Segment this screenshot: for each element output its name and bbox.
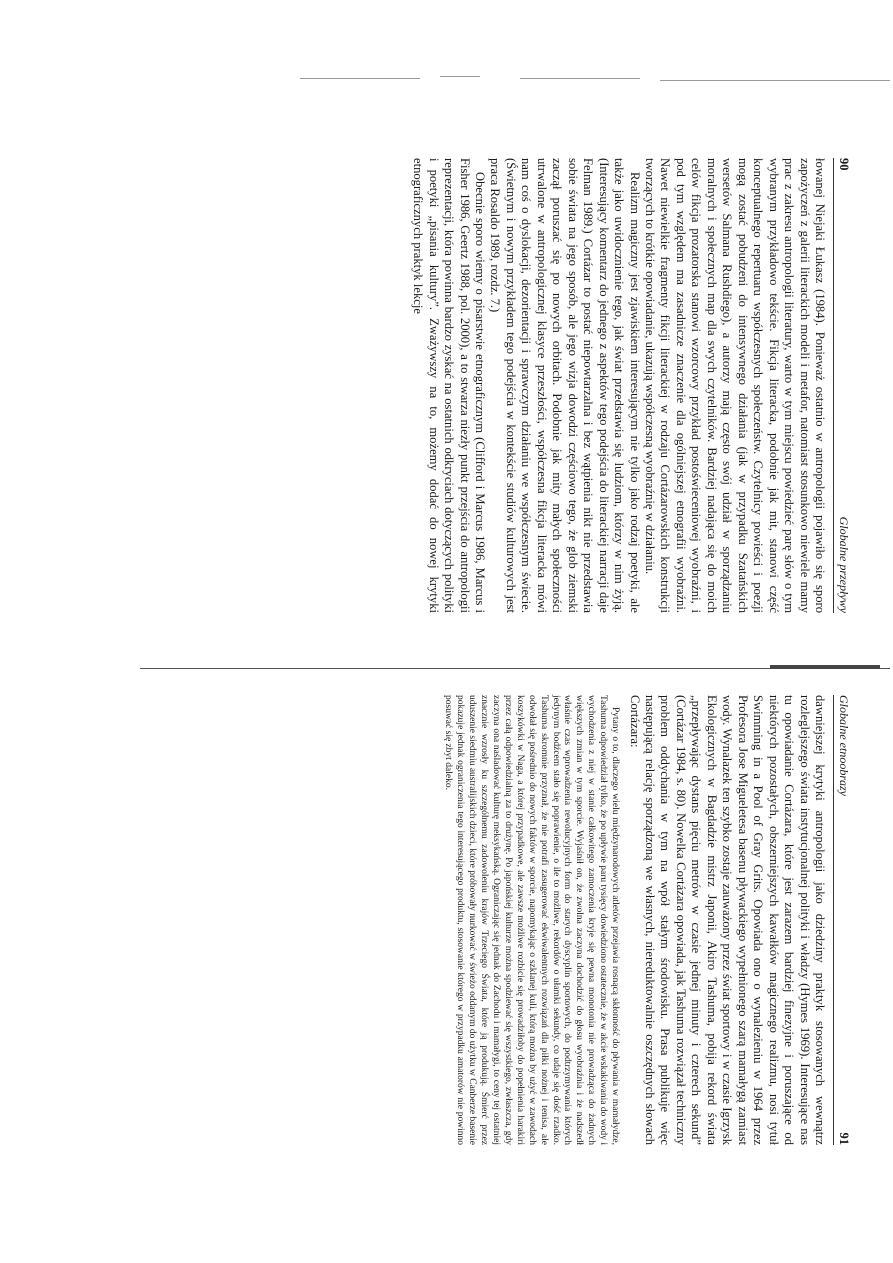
page-number: 91 [837,1132,851,1145]
scan-artifact-top [440,76,480,77]
right-page [96,695,851,1145]
left-page [101,158,851,613]
paragraph: Realizm magiczny jest zjawiskiem interesującym nie tylko jako rodzaj poetyki, ale także jako uwidocznienie tego, jak świat przedstawia się ludziom, którzy w nim żyją. (Interesujący komentarz do jednego z aspektów tego podejścia do literackiej narracji daje Felman 1989.) Cortázar to postać niepowtarzalna i bez wątpienia nikt nie przedstawia sobie świata na jego sposób, ale jego wizja dowodzi częściowo tego, że glob ziemski zaczął poruszać się po nowych orbitach. Podobnie jak mity małych społeczności utrwalone w antropologicznej klasyce przeszłości, współczesna fikcja literacka mówi nam coś o dyslokacji, dezorientacji i sprawczym działaniu we współczesnym świecie. (Świetnym i nowym przykładem tego podejścia w kontekście studiów kulturowych jest praca Rosaldo 1989, rozdz. 7.) [488,158,642,613]
running-title: Globalne przepływy [837,516,851,613]
page-header [833,158,851,613]
paragraph: dawniejszej krytyki antropologii jako dziedziny praktyk stosowanych wewnątrz rozleglejszego świata instytucjonalnej polityki i władzy (Hymes 1969). Interesujące nas tu opowiadanie Cortázara, które jest zarazem bardziej finezyjne i poruszające od niektórych pozostałych, obszerniejszych kawałków magicznego realizmu, nosi tytuł Swimming in a Pool of Gray Grits. Opowiada ono o wynalezieniu w 1964 przez Profesora Jose Migueletesa basenu pływackiego wypełnionego szarą mamałygą zamiast wody. Wynalazek ten szybko zostaje zauważony przez świat sportowy i w czasie Igrzysk Ekologicznych w Bagdadzie mistrz Japonii, Akiro Tashuma, pobija rekord świata „przepływając dystans pięciu metrów w czasie jednej minuty i czterech sekund” (Cortázar 1984, s. 80). Nowelka Cortázara opowiada, jak Tashuma rozwiązał techniczny problem oddychania w tym na wpół stałym środowisku. Prasa publikuje więc następującą relację sporządzoną we własnych, niereduktowalnie oszczędnych słowach Cortázara: [627,695,827,1145]
paragraph: łowanej Niejaki Łukasz (1984). Ponieważ ostatnio w antropologii pojawiło się sporo zapożyczeń z galerii literackich modeli i metafor, natomiast stosunkowo niewiele mamy prac z zakresu antropologii literatury, warto w tym miejscu powiedzieć parę słów o tym wybranym przykładowo tekście. Fikcja literacka, podobnie jak mit, stanowi część konceptualnego repertuaru współczesnych społeczeństw. Czytelnicy powieści i poezji mogą zostać pobudzeni do intensywnego działania (jak w przypadku Szatańskich wersetów Salmana Rushdiego), a autorzy mają często swój udział w sporządzaniu moralnych i społecznych map dla swych czytelników. Bardziej nadająca się do moich celów fikcja prozatorska stanowi wzorcowy przykład postoświeceniowej wyobraźni, i pod tym względem ma zasadnicze znaczenie dla ogólniejszej etnografii wyobraźni. Nawet niewielkie fragmenty fikcji literackiej w rodzaju Cortázarowskich konstrukcji tworzących to krótkie opowiadanie, ukazują współczesną wyobraźnię w działaniu. [643,158,827,613]
paragraph: Obecnie sporo wiemy o pisarstwie etnograficznym (Clifford i Marcus 1986, Marcus i Fisher 1986, Geertz 1988, pol. 2000), a to stwarza niezły punkt przejścia do antropologii reprezentacji, która powinna bardzo zyskać na ostatnich odkryciach dotyczących polityki i poetyki „pisania kultury”. Zważywszy na to, możemy dodać do nowej krytyki etnograficznych praktyk lekcje [411,158,488,613]
scan-artifact-top [300,78,420,79]
scan-artifact-top [660,80,890,81]
running-title: Globalne etnoobrazy [837,695,851,796]
page-number: 90 [837,158,851,171]
book-gutter [770,665,880,669]
scan-artifact-top [520,78,640,79]
page-header [833,695,851,1145]
block-quote: Pytany o to, dlaczego wielu międzynarodowych atletów przejawia rosnącą skłonność do pływania w mamałydze, Tashuma odpowiedział tylko, że po upływie paru tysięcy dowiedziono ostatecznie, że w akcie wskakiwania do wody i wychodzenia z niej w stanie całkowitego zamoczenia kryje się pewna monotonia nie prowadząca do żadnych większych zmian w tym sporcie. Wyjaśnił on, że zwolna zaczyna dochodzić do głosu wyobraźnia i że nadszedł właśnie czas wprowadzenia rewolucyjnych form do starych dyscyplin sportowych, do podtrzymywania których jedynym bodźcem stało się poprawienie, o ile to możliwe, rekordów o ułamki sekundy, co udaje się dość rzadko. Tashuma skromnie przyznał, że nie potrafi zasugerować ekwiwalentnych rozwiązań dla piłki nożnej i tenisa, ale odwołał się pośrednio do nowych faktów w sporcie, napomykając o szklanej kuli, którą można by użyć w zawodach koszykówki w Naga, a której przypadkowe, ale zawsze możliwe rozbicie się prowadziłoby do popełnienia harakiri przez całą odpowiedzialną za to drużynę. Po japońskiej kulturze można spodziewać się wszystkiego, zwłaszcza, gdy zaczyna ona naśladować kulturę meksykańską. Ograniczając się jednak do Zachodu i mamałygi, to ceny tej ostatniej znacznie wzrosły ku szczególnemu zadowoleniu krajów Trzeciego Świata, które ją produkują. Śmierć przez uduszenie siedmiu australijskich dzieci, które próbowały nurkować w świeżo oddanym do użytku w Canberze basenie pokazuje jednak ograniczenia tego interesującego produktu, stosowanie którego w przypadku amatorów nie powinno posuwać się zbyt daleko. [443,695,621,1145]
